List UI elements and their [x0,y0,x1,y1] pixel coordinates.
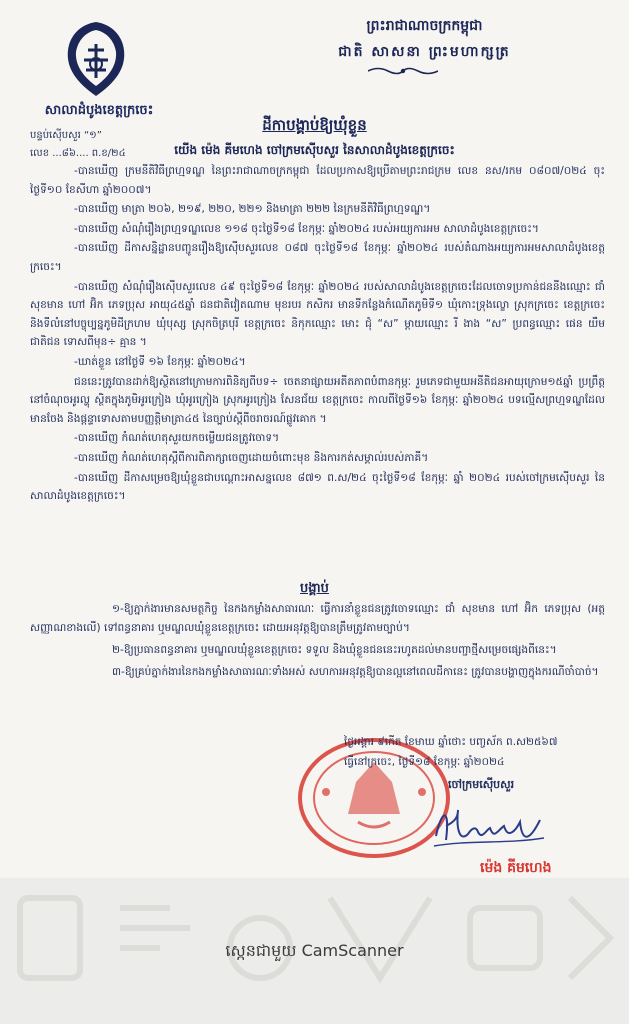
signer-name: ម៉េង គីមហេង [480,860,552,876]
handwritten-signature [428,800,548,852]
decision-item: ៣-ឱ្យគ្រប់ភ្នាក់ងារនៃកងកម្លាំងសាធារណៈទាំងអស់ សហការអនុវត្តឱ្យបានល្អនៅពេលដីកានេះ ត្រូវបានបង្ហាញក្នុងករណីចាំបាច់។ [112,666,599,678]
decisions-list [30,600,605,685]
document-body [30,162,605,507]
decision-item: ១-ឱ្យភ្នាក់ងារមានសមត្ថកិច្ច នៃកងកម្លាំងសាធារណៈ ធ្វើការនាំខ្លួនជនត្រូវចោទឈ្មោះ ជាំ សុខមាន ហៅ អ៊ិក ភេទប្រុស (អត្តសញ្ញាណខាងលើ) ទៅពន្ធនាគារ ឬមណ្ឌលឃុំខ្លួនខេត្តក្រចេះ ដោយអនុវត្តឱ្យបានត្រឹមត្រូវតាមច្បាប់។ [30,603,605,634]
body-paragraph: ជននេះត្រូវបានដាក់ឱ្យស្ថិតនៅក្រោមការពិនិត្យពីបទ÷ ចេតនាផ្សាយអតីតភាពបំពានកុម្ភៈ រួមភេទជាមួយអនីតិជនអាយុក្រោម១៥ឆ្នាំ ប្រព្រឹត្តនៅចំណុចអូរល្ហុ ស្ថិតក្នុងភូមិអូរក្រៀង ឃុំអូរក្រៀង ស្រុកអូរក្រៀង សែនជ័យ ខេត្តក្រចេះ កាលពីថ្ងៃទី១៦ ខែកុម្ភៈ ឆ្នាំ២០២៤ បទល្មើសព្រហ្មទណ្ឌដែលមានចែង និងផ្តន្ទាទោសតាមបញ្ញត្តិមាត្រា៤៥ នៃច្បាប់ស្តីពីចរាចរណ៍ផ្លូវគោក ។ [30,375,605,425]
kingdom-heading: ព្រះរាជាណាចក្រកម្ពុជា [366,18,483,34]
body-paragraph: -បានឃើញ ដីកាសន្និដ្ឋានបញ្ជូនរឿងឱ្យស៊ើបសួរលេខ ០៨៧ ចុះថ្ងៃទី១៨ ខែកុម្ភៈ ឆ្នាំ២០២៤ របស់តំណាងអយ្យការអមសាលាដំបូងខេត្តក្រចេះ។ [30,242,605,273]
place-date: ធ្វើនៅក្រចេះ, ថ្ងៃទី១៨ ខែកុម្ភៈ ឆ្នាំ២០២៤ [344,756,505,768]
lunar-date: ថ្ងៃអង្គារ ៩កើត ខែមាឃ ឆ្នាំថោះ បញ្ចស័ក ព.ស២៥៦៧ [344,736,558,748]
camscanner-footer [0,878,629,1024]
ornament-divider-icon [368,66,438,76]
body-paragraph: -ឃាត់ខ្លួន នៅថ្ងៃទី ១៦ ខែកុម្ភៈ ឆ្នាំ២០២៤។ [74,355,246,368]
issuer-line: យើង ម៉េង គីមហេង ចៅក្រមស៊ើបសួរ នៃសាលាដំបូងខេត្តក្រចេះ [174,143,455,157]
document-title: ដីកាបង្គាប់ឱ្យឃុំខ្លួន [262,116,367,134]
body-paragraph: -បានឃើញ មាត្រា ២០៦, ២១៩, ២២០, ២២១ និងមាត្រា ២២២ នៃក្រមនីតិវិធីព្រហ្មទណ្ឌ។ [74,203,431,216]
ref-label: បន្ទប់ស៊ើបសួរ “១” [30,130,102,141]
body-paragraph: -បានឃើញ ក្រមនីតិវិធីព្រហ្មទណ្ឌ នៃព្រះរាជាណាចក្រកម្ពុជា ដែលប្រកាសឱ្យប្រើតាមព្រះរាជក្រម លេខ នស/រកម ០៨០៧/០២៤ ចុះថ្ងៃទី១០ ខែសីហា ឆ្នាំ២០០៧។ [30,165,605,196]
body-paragraph: -បានឃើញ សំណុំរឿងស៊ើបសួរលេខ ៤៩ ចុះថ្ងៃទី១៨ ខែកុម្ភៈ ឆ្នាំ២០២៤ របស់សាលាដំបូងខេត្តក្រចេះដែលចោទប្រកាន់ជននីងឈ្មោះ ជាំ សុខមាន ហៅ អ៊ិក ភេទប្រុស អាយុ៤៥ឆ្នាំ ជនជាតិវៀតណាម មុខរបរ កសិករ មានទីកន្លែងកំណើតភូមិទី១ ឃុំកោះទ្រុងល្ខោ ស្រុកក្រចេះ ខេត្តក្រចេះ និងទីលំនៅបច្ចុប្បន្នភូមិដីក្រហម ឃុំបុស្ស ស្រុកចិត្របុរី ខេត្តក្រចេះ និកុកឈ្មោះ មោះ ជុំ “ស” ម្តាយឈ្មោះ រី ងាង “ស” ប្រពន្ធឈ្មោះ ផេន យឹម ជាតិជន ទោសពីមុន÷ គ្មាន ។ [30,280,605,349]
signer-title: ចៅក្រមស៊ើបសួរ [448,778,515,791]
section-title: បង្គាប់ [300,581,329,596]
org-name: សាលាដំបូងខេត្តក្រចេះ [44,103,154,118]
motto-heading: ជាតិ សាសនា ព្រះមហាក្សត្រ [338,44,511,60]
body-paragraph: -បានឃើញ កំណត់ហេតុសួរយកចម្លើយជនត្រូវចោទ។ [74,432,280,445]
body-paragraph: -បានឃើញ សំណុំរឿងព្រហ្មទណ្ឌលេខ ១១៨ ចុះថ្ងៃទី១៨ ខែកុម្ភៈ ឆ្នាំ២០២៤ របស់អយ្យការអម សាលាដំបូងខេត្តក្រចេះ។ [74,222,539,235]
body-paragraph: -បានឃើញ កំណត់ហេតុស្តីពីការពិភាក្សាចេញដោយចំពោះមុខ និងការកត់សម្គាល់របស់ភាគី។ [74,451,429,464]
body-paragraph: -បានឃើញ ដីកាសម្រេចឱ្យឃុំខ្លួនជាបណ្តោះអាសន្នលេខ ៨៧១ ព.ស/២៤ ចុះថ្ងៃទី១៨ ខែកុម្ភៈ ឆ្នាំ ២០២៤ របស់ចៅក្រមស៊ើបសួរ នៃសាលាដំបូងខេត្តក្រចេះ។ [30,471,605,503]
camscanner-label: ស្កេនជាមួយ CamScanner [225,941,404,960]
ref-number: លេខ ...៨៦.... ព.ខ/២៤ [30,148,126,159]
decision-item: ២-ឱ្យប្រធានពន្ធនាគារ ឬមណ្ឌលឃុំខ្លួនខេត្តក្រចេះ ទទួល និងឃុំខ្លួនជននេះរហូតដល់មានបញ្ជាថ្មីសម្រេចផ្សេងពីនេះ។ [112,644,557,656]
